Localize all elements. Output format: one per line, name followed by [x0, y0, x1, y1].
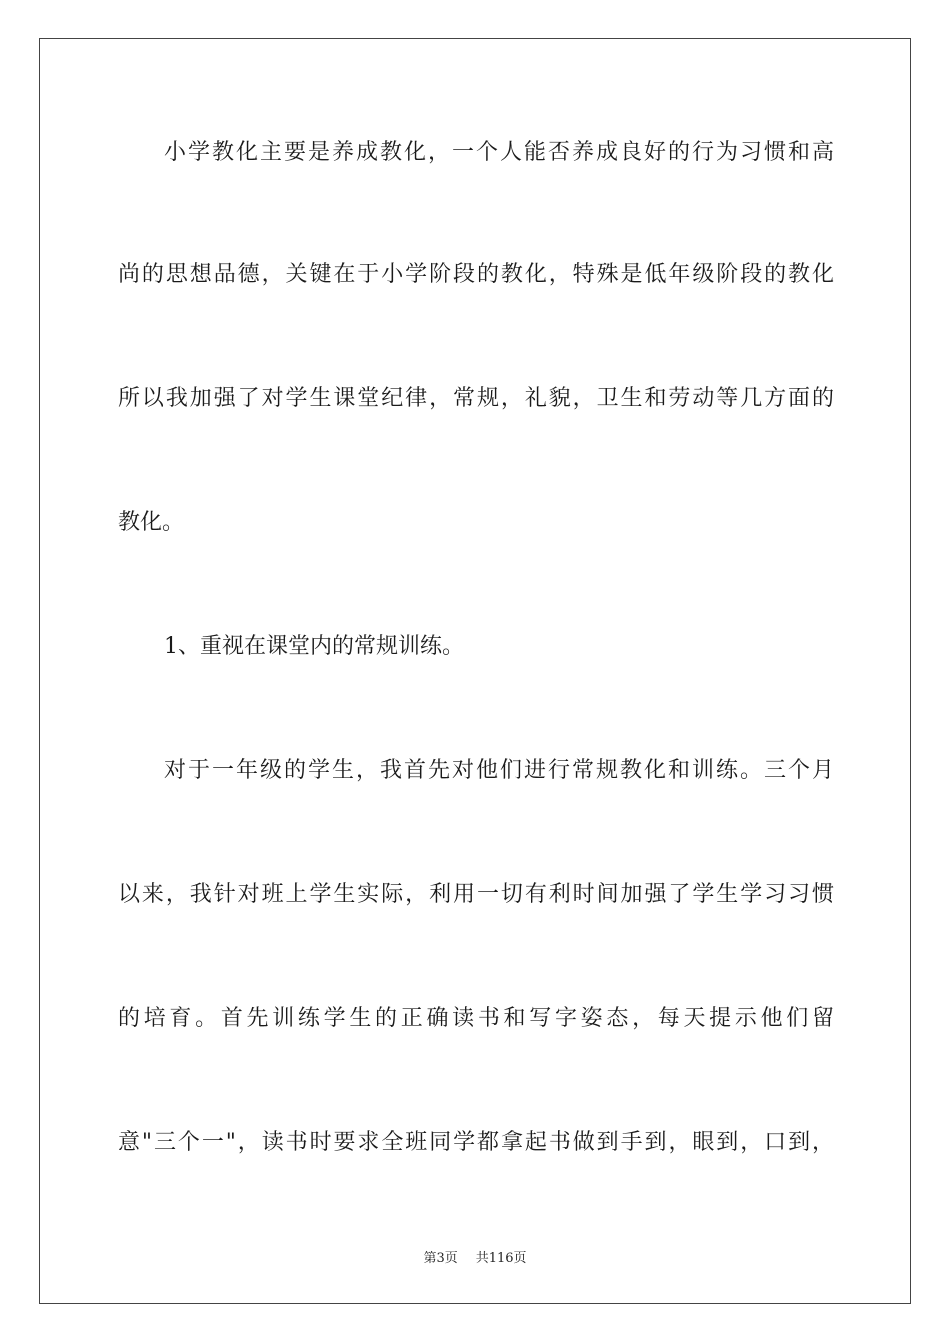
paragraph-line-2: 尚的思想品德，关键在于小学阶段的教化，特殊是低年级阶段的教化 — [118, 262, 834, 287]
paragraph-line-4: 教化。 — [118, 510, 185, 535]
paragraph-line-8: 的培育。首先训练学生的正确读书和写字姿态，每天提示他们留 — [118, 1006, 834, 1031]
total-pages: 共116页 — [475, 1251, 527, 1266]
paragraph-line-9: 意"三个一"，读书时要求全班同学都拿起书做到手到，眼到，口到， — [118, 1130, 834, 1155]
page-number: 第3页 — [423, 1251, 458, 1266]
paragraph-line-1: 小学教化主要是养成教化，一个人能否养成良好的行为习惯和高 — [164, 140, 834, 165]
paragraph-line-6: 对于一年级的学生，我首先对他们进行常规教化和训练。三个月 — [164, 758, 834, 783]
section-heading: 1、重视在课堂内的常规训练。 — [164, 634, 464, 659]
page-border — [39, 38, 911, 1304]
paragraph-line-7: 以来，我针对班上学生实际，利用一切有利时间加强了学生学习习惯 — [118, 882, 834, 907]
paragraph-line-3: 所以我加强了对学生课堂纪律，常规，礼貌，卫生和劳动等几方面的 — [118, 386, 834, 411]
page-footer — [0, 1247, 950, 1266]
